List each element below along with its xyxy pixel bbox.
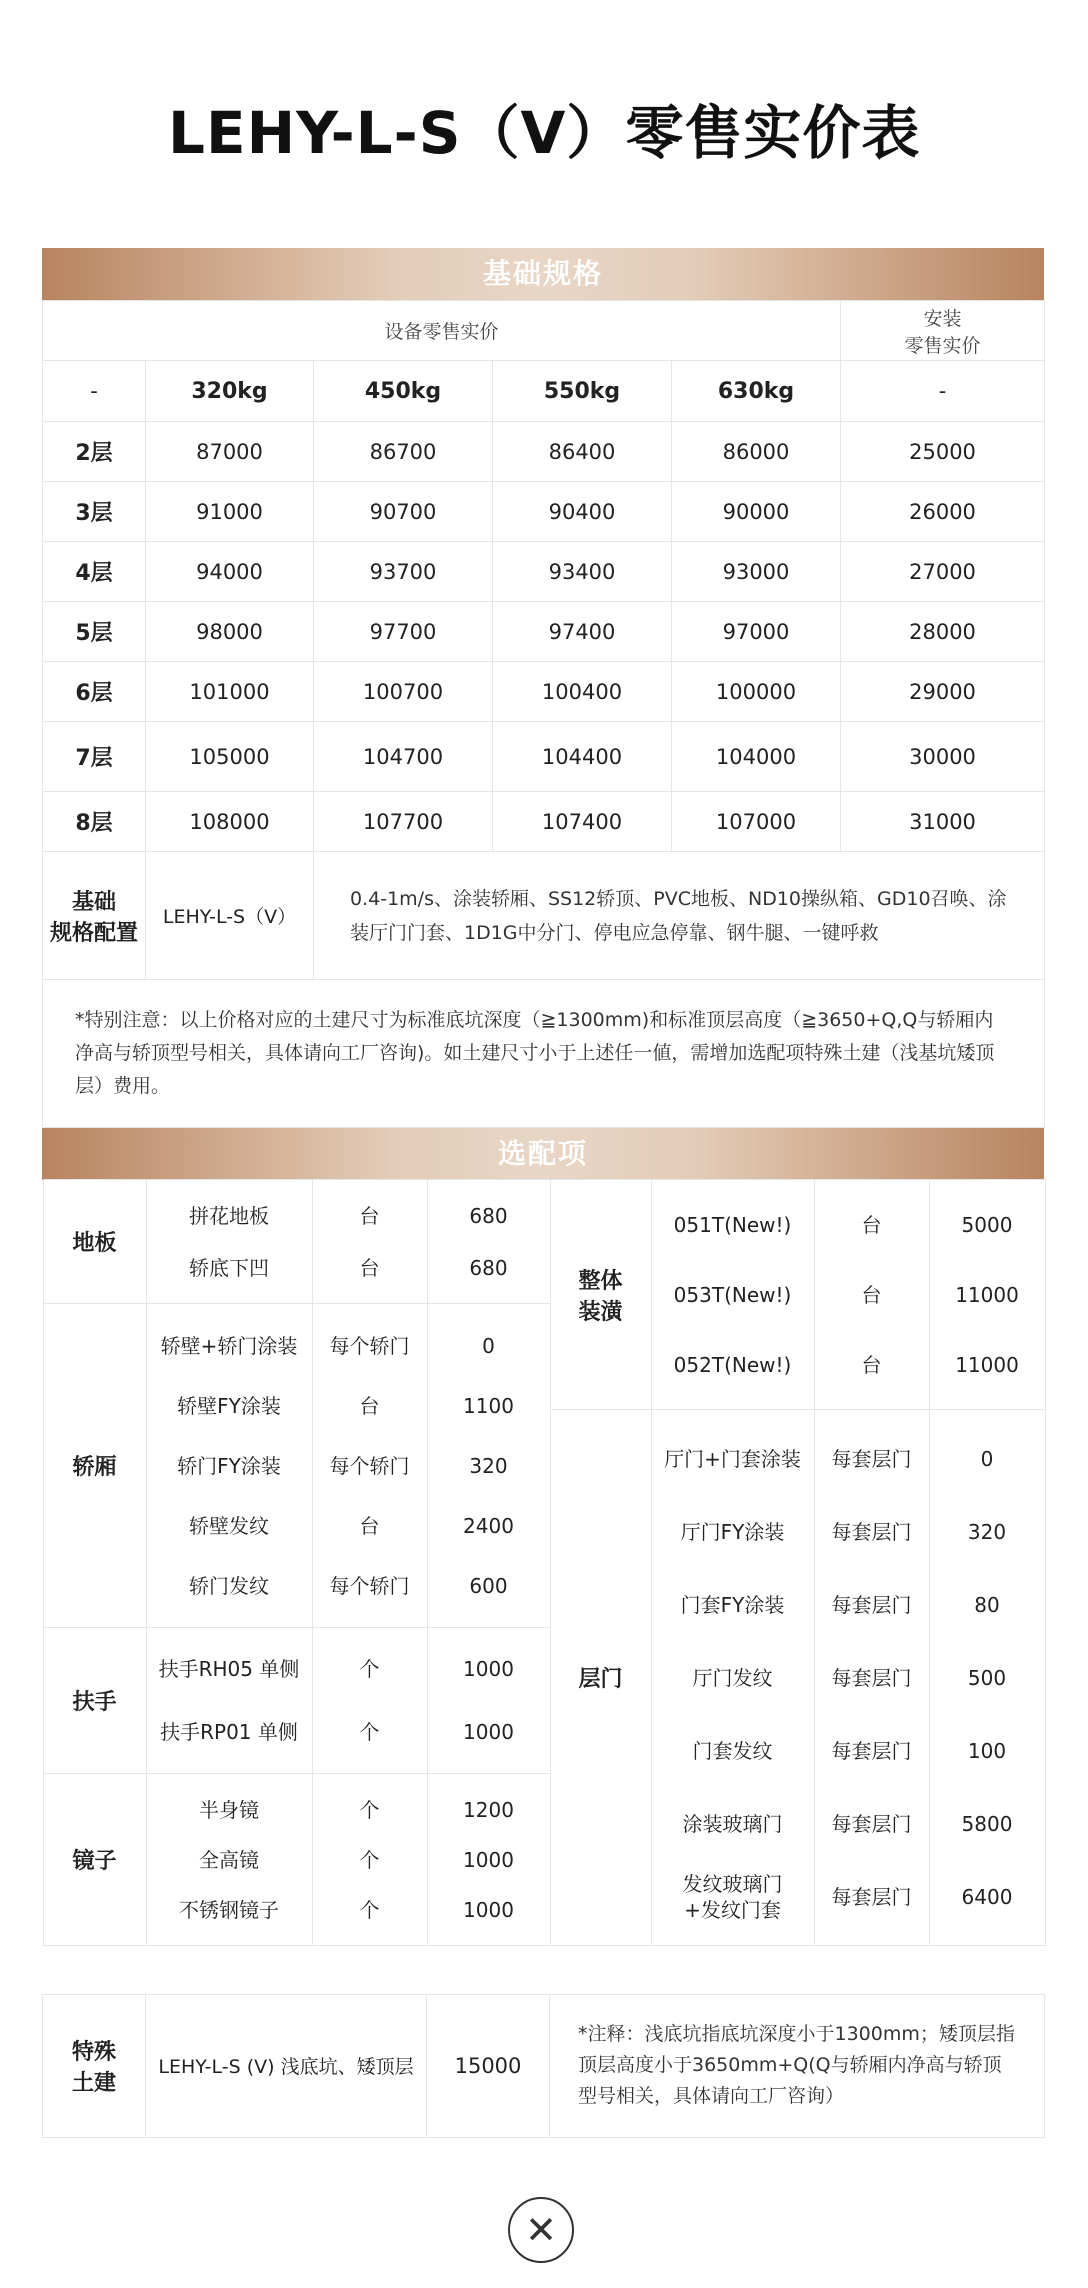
option-item-name: 全高镜 [199, 1847, 259, 1872]
option-item-name: 厅门FY涂装 [680, 1519, 785, 1544]
option-price-column [427, 1774, 550, 1946]
equip-price-cell: 97000 [672, 602, 841, 662]
option-item-price: 500 [967, 1665, 1007, 1690]
config-label: 基础 规格配置 [43, 852, 146, 980]
equip-price-cell: 107000 [672, 792, 841, 852]
option-item-unit: 台 [861, 1352, 882, 1377]
option-price-column [929, 1180, 1045, 1410]
option-item-unit: 每套层门 [831, 1738, 912, 1763]
equip-price-cell: 105000 [146, 722, 314, 792]
option-group [43, 1774, 550, 1946]
floor-label: 7层 [43, 722, 146, 792]
option-item-name: 053T(New!) [673, 1282, 792, 1307]
option-item-price: 320 [967, 1519, 1007, 1544]
equip-price-cell: 90400 [493, 482, 672, 542]
option-item-unit: 台 [861, 1212, 882, 1237]
floor-label: 5层 [43, 602, 146, 662]
option-group [43, 1304, 550, 1628]
basic-price-table [42, 300, 1045, 1128]
equip-price-cell: 100000 [672, 662, 841, 722]
capacity-header-cell: 450kg [314, 361, 493, 422]
equip-price-cell: 93700 [314, 542, 493, 602]
option-group [550, 1410, 1045, 1946]
option-item-name: 052T(New!) [673, 1352, 792, 1377]
option-item-price: 6400 [961, 1884, 1013, 1909]
option-group [550, 1180, 1045, 1410]
option-item-price: 11000 [955, 1352, 1019, 1377]
equip-price-cell: 97400 [493, 602, 672, 662]
option-name-column [146, 1628, 312, 1774]
floor-label: 8层 [43, 792, 146, 852]
capacity-header-row [43, 361, 1045, 422]
option-item-name: 轿门FY涂装 [177, 1453, 281, 1478]
option-item-unit: 每套层门 [831, 1592, 912, 1617]
special-notice: *特别注意：以上价格对应的土建尺寸为标准底坑深度（≧1300mm)和标准顶层高度（≧3650+Q,Q与轿厢内净高与轿顶型号相关，具体请向工厂咨询)。如土建尺寸小于上述任一値，需增加选配项特殊土建（浅基坑矮顶层）费用。 [43, 980, 1045, 1128]
option-item-unit: 每套层门 [831, 1811, 912, 1836]
option-name-column [146, 1774, 312, 1946]
equip-price-cell: 107400 [493, 792, 672, 852]
equip-price-cell: 100700 [314, 662, 493, 722]
option-item-name: 涂装玻璃门 [682, 1811, 783, 1836]
option-item-unit: 个 [359, 1720, 380, 1744]
option-item-unit: 台 [359, 1203, 380, 1228]
option-item-name: 不锈钢镜子 [179, 1897, 279, 1922]
option-item-unit: 个 [359, 1797, 380, 1822]
option-item-unit: 台 [359, 1255, 380, 1280]
right-options [550, 1179, 1045, 1994]
price-row [43, 482, 1045, 542]
option-item-unit: 个 [359, 1657, 380, 1681]
option-item-name: 半身镜 [199, 1797, 259, 1822]
option-item-price: 1000 [463, 1657, 514, 1681]
option-price-column [929, 1410, 1045, 1946]
equip-price-cell: 104000 [672, 722, 841, 792]
capacity-header-cell: 320kg [146, 361, 314, 422]
floor-label: 4层 [43, 542, 146, 602]
option-item-price: 1000 [463, 1897, 514, 1922]
equip-price-cell: 90000 [672, 482, 841, 542]
option-item-name: 轿底下凹 [189, 1255, 269, 1280]
option-item-name: 扶手RP01 单侧 [160, 1720, 298, 1744]
install-price-cell: 30000 [841, 722, 1045, 792]
price-row [43, 602, 1045, 662]
option-name-column [146, 1180, 312, 1304]
option-group-label: 地板 [43, 1180, 146, 1304]
option-item-price: 320 [469, 1453, 508, 1478]
basic-section-header: 基础规格 [42, 248, 1044, 300]
option-item-price: 5800 [961, 1811, 1013, 1836]
equip-price-cell: 94000 [146, 542, 314, 602]
option-item-unit: 台 [359, 1393, 380, 1418]
install-price-cell: 26000 [841, 482, 1045, 542]
floor-label: 3层 [43, 482, 146, 542]
option-item-unit: 个 [359, 1897, 380, 1922]
option-price-column [427, 1304, 550, 1628]
options-table [42, 1179, 1045, 2138]
options-section-header: 选配项 [42, 1128, 1044, 1180]
option-item-unit: 每套层门 [831, 1446, 912, 1471]
equip-price-cell: 104700 [314, 722, 493, 792]
option-item-price: 1000 [463, 1847, 514, 1872]
option-item-price: 1200 [463, 1797, 514, 1822]
option-group [43, 1180, 550, 1304]
option-item-price: 680 [469, 1255, 508, 1280]
capacity-header-cell: 550kg [493, 361, 672, 422]
option-item-price: 100 [967, 1738, 1007, 1763]
install-price-cell: 31000 [841, 792, 1045, 852]
equip-price-cell: 98000 [146, 602, 314, 662]
special-civil-label: 特殊 土建 [43, 1994, 146, 2137]
option-item-unit: 每个轿门 [329, 1573, 410, 1598]
option-item-name: 门套发纹 [692, 1738, 773, 1763]
option-item-name: 厅门发纹 [692, 1665, 773, 1690]
option-item-unit: 每套层门 [831, 1665, 912, 1690]
floor-label: 6层 [43, 662, 146, 722]
option-unit-column [312, 1304, 427, 1628]
option-item-price: 680 [469, 1203, 508, 1228]
option-item-unit: 每套层门 [831, 1519, 912, 1544]
option-item-name: 厅门+门套涂装 [664, 1446, 801, 1471]
equip-price-cell: 93000 [672, 542, 841, 602]
option-item-name: 051T(New!) [673, 1212, 792, 1237]
left-options [43, 1179, 550, 1994]
option-group-label: 镜子 [43, 1774, 146, 1946]
equip-price-cell: 104400 [493, 722, 672, 792]
option-item-price: 0 [980, 1446, 994, 1471]
equip-price-cell: 100400 [493, 662, 672, 722]
install-price-cell: 28000 [841, 602, 1045, 662]
option-item-unit: 每个轿门 [329, 1333, 410, 1358]
option-group-label: 整体装潢 [550, 1180, 651, 1410]
close-button[interactable] [508, 2197, 574, 2263]
floor-label: 2层 [43, 422, 146, 482]
option-item-price: 5000 [961, 1212, 1013, 1237]
option-item-name: 门套FY涂装 [680, 1592, 785, 1617]
option-item-price: 1000 [463, 1720, 514, 1744]
option-group-label: 扶手 [43, 1628, 146, 1774]
equip-price-header: 设备零售实价 [43, 301, 841, 361]
option-item-price: 1100 [463, 1393, 514, 1418]
equip-price-cell: 86400 [493, 422, 672, 482]
price-row [43, 722, 1045, 792]
equip-price-cell: 91000 [146, 482, 314, 542]
capacity-header-cell: 630kg [672, 361, 841, 422]
equip-price-cell: 107700 [314, 792, 493, 852]
config-description: 0.4-1m/s、涂装轿厢、SS12轿顶、PVC地板、ND10操纵箱、GD10召唤、涂装厅门门套、1D1G中分门、停电应急停靠、钢牛腿、一键呼救 [314, 852, 1045, 980]
close-icon: ✕ [525, 2208, 557, 2252]
option-group-label: 轿厢 [43, 1304, 146, 1628]
option-item-unit: 个 [359, 1847, 380, 1872]
option-item-name: 发纹玻璃门 +发纹门套 [682, 1871, 783, 1922]
option-price-column [427, 1180, 550, 1304]
option-item-name: 拼花地板 [189, 1203, 269, 1228]
install-price-cell: 27000 [841, 542, 1045, 602]
equip-price-cell: 90700 [314, 482, 493, 542]
equip-price-cell: 87000 [146, 422, 314, 482]
special-civil-name: LEHY-L-S (V) 浅底坑、矮顶层 [146, 1994, 427, 2137]
option-item-price: 0 [482, 1333, 495, 1358]
option-item-name: 轿壁FY涂装 [177, 1393, 281, 1418]
option-name-column [651, 1180, 814, 1410]
equip-price-cell: 86000 [672, 422, 841, 482]
equip-price-cell: 97700 [314, 602, 493, 662]
option-group-label: 层门 [550, 1410, 651, 1946]
equip-price-cell: 93400 [493, 542, 672, 602]
page-title: LEHY-L-S（V）零售实价表 [168, 99, 921, 167]
install-price-cell: 25000 [841, 422, 1045, 482]
option-item-price: 2400 [463, 1513, 514, 1538]
option-item-name: 轿壁+轿门涂装 [160, 1333, 298, 1358]
option-item-unit: 每个轿门 [329, 1453, 410, 1478]
capacity-header-cell: - [841, 361, 1045, 422]
capacity-header-cell: - [43, 361, 146, 422]
option-unit-column [312, 1628, 427, 1774]
install-price-cell: 29000 [841, 662, 1045, 722]
option-price-column [427, 1628, 550, 1774]
equip-price-cell: 86700 [314, 422, 493, 482]
option-group [43, 1628, 550, 1774]
option-item-name: 轿壁发纹 [189, 1513, 269, 1538]
price-row [43, 422, 1045, 482]
config-model: LEHY-L-S（V） [146, 852, 314, 980]
option-unit-column [312, 1774, 427, 1946]
option-item-unit: 每套层门 [831, 1884, 912, 1909]
special-civil-price: 15000 [427, 1994, 550, 2137]
option-item-price: 11000 [955, 1282, 1019, 1307]
option-item-name: 轿门发纹 [189, 1573, 269, 1598]
option-unit-column [814, 1410, 929, 1946]
option-item-unit: 台 [861, 1282, 882, 1307]
equip-price-cell: 108000 [146, 792, 314, 852]
option-unit-column [312, 1180, 427, 1304]
price-row [43, 662, 1045, 722]
price-row [43, 792, 1045, 852]
option-item-unit: 台 [359, 1513, 380, 1538]
option-name-column [651, 1410, 814, 1946]
option-item-price: 80 [974, 1592, 1000, 1617]
price-row [43, 542, 1045, 602]
install-price-header: 安装 零售实价 [841, 301, 1045, 361]
option-item-price: 600 [469, 1573, 508, 1598]
special-civil-note: *注释：浅底坑指底坑深度小于1300mm；矮顶层指顶层高度小于3650mm+Q(Q与轿厢内净高与轿顶型号相关，具体请向工厂咨询） [550, 1994, 1045, 2137]
equip-price-cell: 101000 [146, 662, 314, 722]
option-item-name: 扶手RH05 单侧 [158, 1657, 300, 1681]
option-name-column [146, 1304, 312, 1628]
option-unit-column [814, 1180, 929, 1410]
